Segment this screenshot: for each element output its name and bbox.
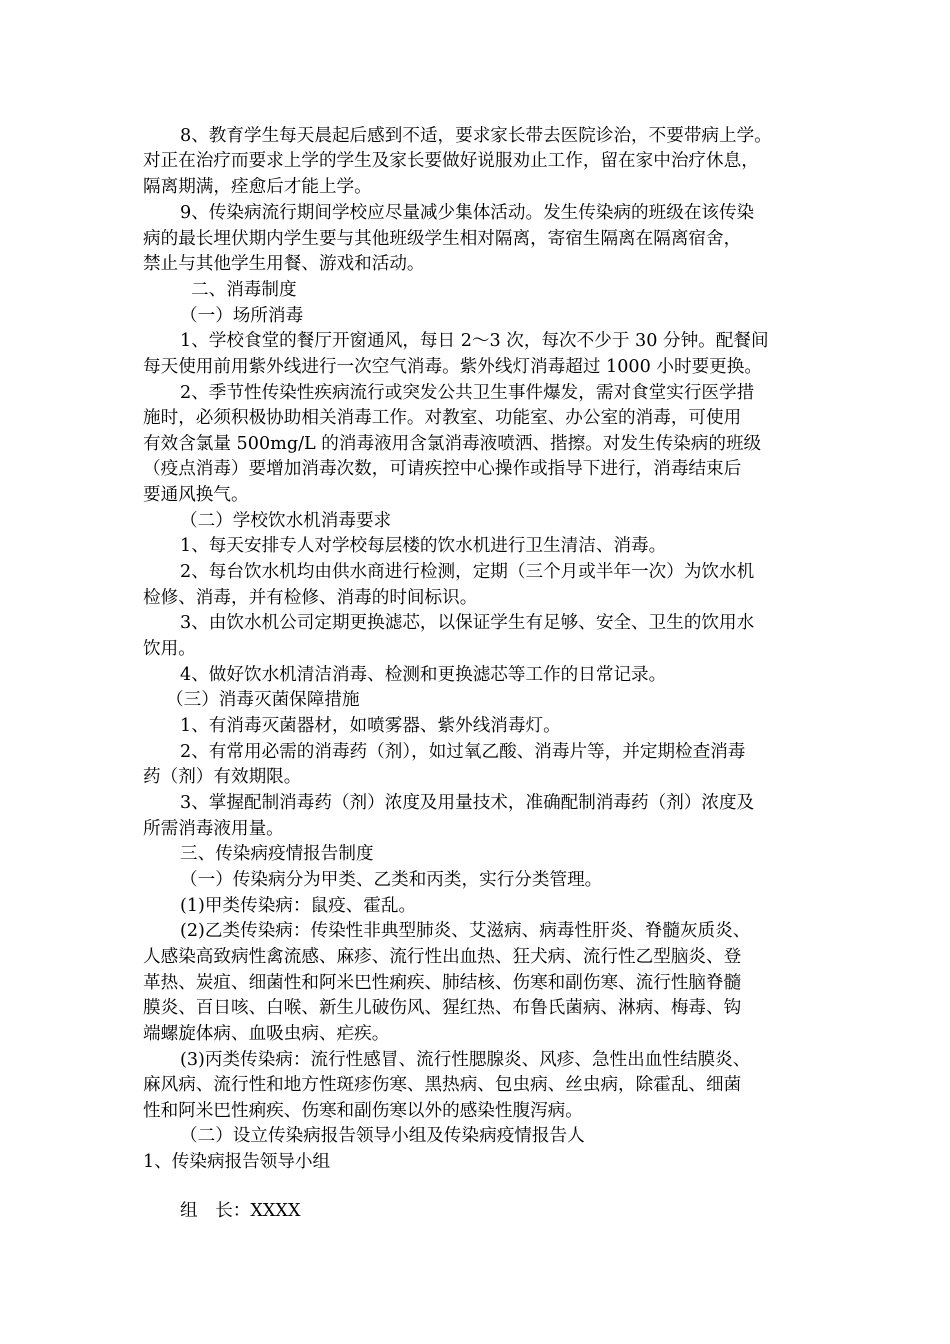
- text-line: 3、掌握配制消毒药（剂）浓度及用量技术，准确配制消毒药（剂）浓度及: [180, 793, 755, 813]
- text-line: 1、每天安排专人对学校每层楼的饮水机进行卫生清洁、消毒。: [180, 536, 667, 556]
- text-line: 每天使用前用紫外线进行一次空气消毒。紫外线灯消毒超过 1000 小时要更换。: [143, 357, 762, 377]
- text-line: 人感染高致病性禽流感、麻疹、流行性出血热、狂犬病、流行性乙型脑炎、登: [143, 947, 742, 967]
- text-line: 饮用。: [143, 639, 196, 659]
- section-heading: 三、传染病疫情报告制度: [180, 844, 374, 864]
- text-line: （疫点消毒）要增加消毒次数，可请疾控中心操作或指导下进行，消毒结束后: [143, 459, 742, 479]
- text-line: 要通风换气。: [143, 485, 249, 505]
- subsection-heading: （一）场所消毒: [180, 306, 304, 326]
- subsection-heading: （三）消毒灭菌保障措施: [166, 690, 360, 710]
- text-line: 1、有消毒灭菌器材，如喷雾器、紫外线消毒灯。: [180, 716, 561, 736]
- text-line: 4、做好饮水机清洁消毒、检测和更换滤芯等工作的日常记录。: [180, 665, 667, 685]
- text-line: 端螺旋体病、血吸虫病、疟疾。: [143, 1024, 390, 1044]
- text-line: 检修、消毒，并有检修、消毒的时间标识。: [143, 588, 478, 608]
- text-line: 革热、炭疽、细菌性和阿米巴性痢疾、肺结核、伤寒和副伤寒、流行性脑脊髓: [143, 973, 742, 993]
- text-line: 性和阿米巴性痢疾、伤寒和副伤寒以外的感染性腹泻病。: [143, 1101, 583, 1121]
- text-line: 病的最长埋伏期内学生要与其他班级学生相对隔离，寄宿生隔离在隔离宿舍，: [143, 229, 742, 249]
- subsection-heading: （二）学校饮水机消毒要求: [180, 511, 392, 531]
- text-line: 药（剂）有效期限。: [143, 767, 302, 787]
- text-line: (3)丙类传染病：流行性感冒、流行性腮腺炎、风疹、急性出血性结膜炎、: [180, 1050, 751, 1070]
- text-line: (2)乙类传染病：传染性非典型肺炎、艾滋病、病毒性肝炎、脊髓灰质炎、: [180, 921, 751, 941]
- text-line: 膜炎、百日咳、白喉、新生儿破伤风、猩红热、布鲁氏菌病、淋病、梅毒、钩: [143, 998, 742, 1018]
- text-line: 有效含氯量 500mg/L 的消毒液用含氯消毒液喷洒、揩擦。对发生传染病的班级: [143, 434, 762, 454]
- text-line: 所需消毒液用量。: [143, 819, 284, 839]
- text-line: 8、教育学生每天晨起后感到不适，要求家长带去医院诊治，不要带病上学。: [180, 126, 772, 146]
- text-line: (1)甲类传染病：鼠疫、霍乱。: [180, 896, 417, 916]
- text-line: 3、由饮水机公司定期更换滤芯，以保证学生有足够、安全、卫生的饮用水: [180, 613, 755, 633]
- text-line: 2、每台饮水机均由供水商进行检测，定期（三个月或半年一次）为饮水机: [180, 562, 755, 582]
- text-line: 9、传染病流行期间学校应尽量减少集体活动。发生传染病的班级在该传染: [180, 203, 755, 223]
- text-line: 禁止与其他学生用餐、游戏和活动。: [143, 254, 425, 274]
- subsection-heading: （一）传染病分为甲类、乙类和丙类，实行分类管理。: [180, 870, 603, 890]
- text-line: 隔离期满，痊愈后才能上学。: [143, 177, 372, 197]
- section-heading: 二、消毒制度: [191, 280, 297, 300]
- subsection-heading: （二）设立传染病报告领导小组及传染病疫情报告人: [180, 1126, 585, 1146]
- text-line: 麻风病、流行性和地方性斑疹伤寒、黑热病、包虫病、丝虫病，除霍乱、细菌: [143, 1075, 742, 1095]
- text-line: 组 长：XXXX: [180, 1201, 301, 1221]
- text-line: 1、学校食堂的餐厅开窗通风，每日 2～3 次，每次不少于 30 分钟。配餐间: [180, 331, 769, 351]
- text-line: 施时，必须积极协助相关消毒工作。对教室、功能室、办公室的消毒，可使用: [143, 408, 742, 428]
- text-line: 对正在治疗而要求上学的学生及家长要做好说服劝止工作，留在家中治疗休息，: [143, 151, 759, 171]
- text-line: 2、有常用必需的消毒药（剂），如过氧乙酸、消毒片等，并定期检查消毒: [180, 742, 746, 762]
- text-line: 2、季节性传染性疾病流行或突发公共卫生事件爆发，需对食堂实行医学措: [180, 383, 755, 403]
- text-line: 1、传染病报告领导小组: [143, 1152, 331, 1172]
